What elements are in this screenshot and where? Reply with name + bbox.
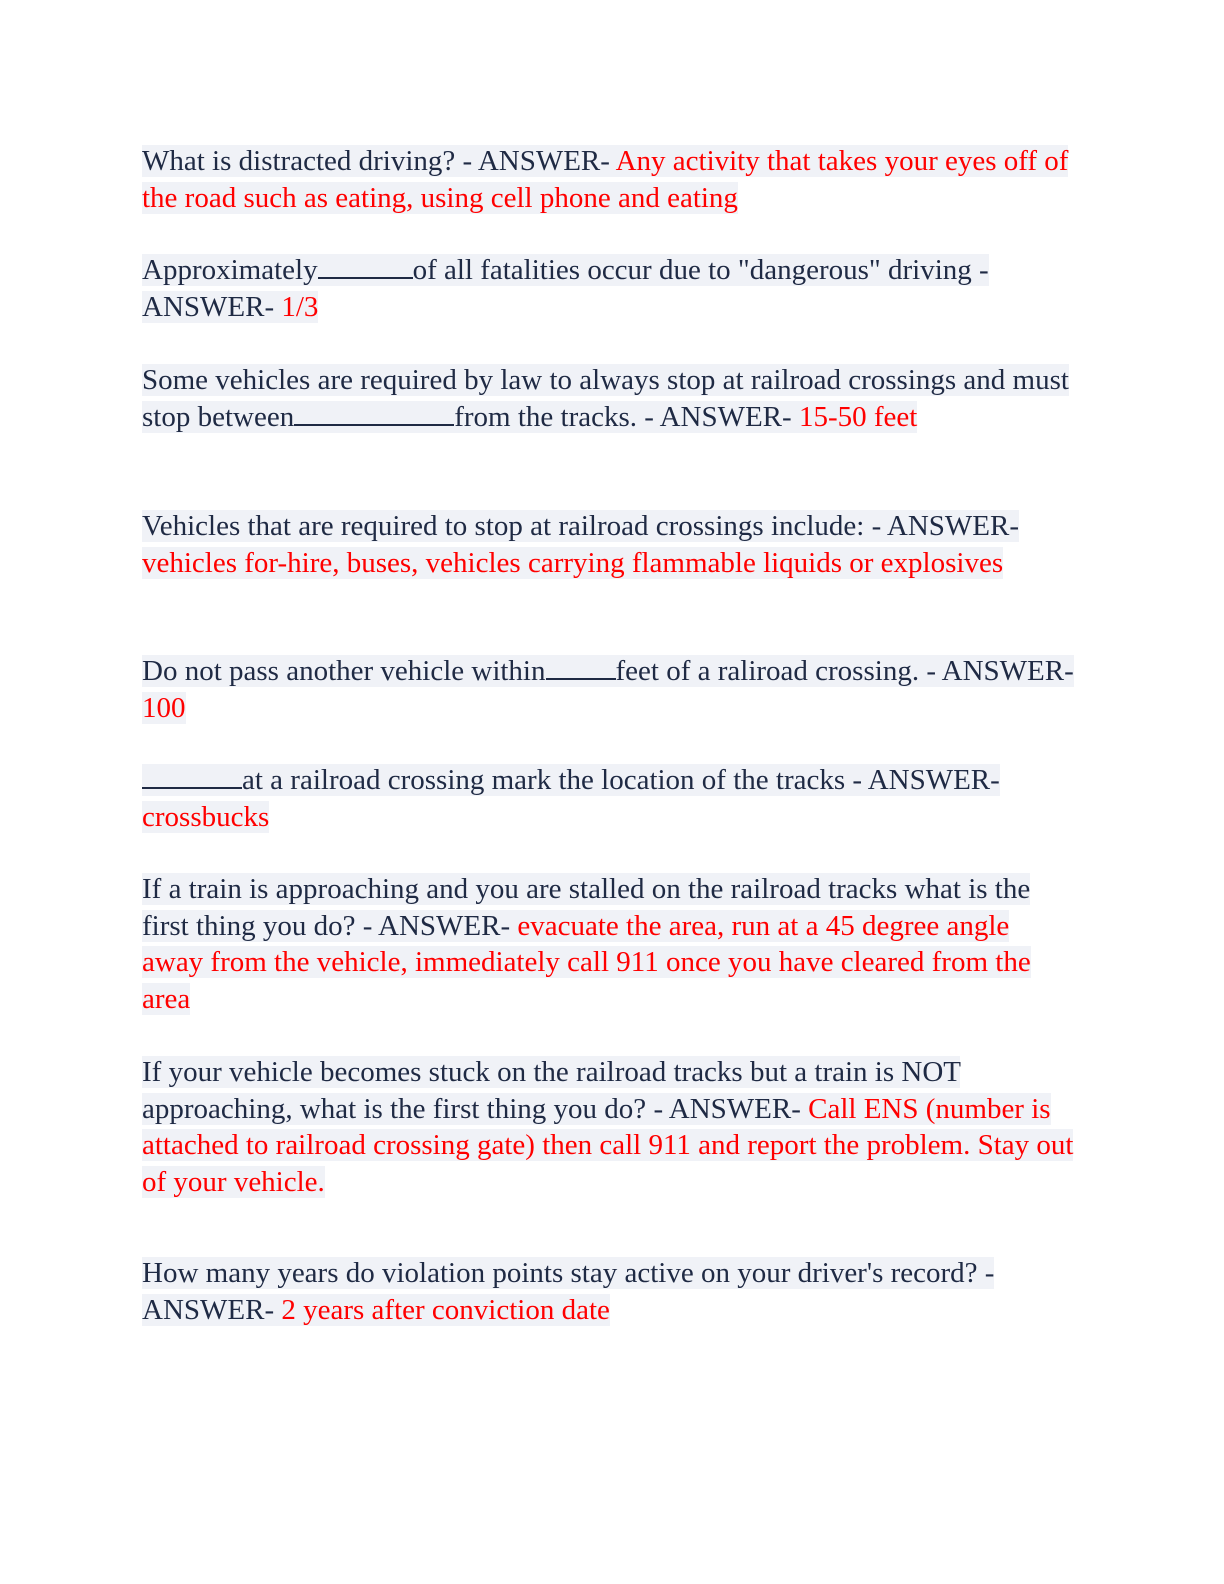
fill-in-blank xyxy=(142,765,242,789)
question-text: If your vehicle becomes stuck on the railroad tracks but a train is NOT approaching, what is the first thing you do? xyxy=(142,1056,961,1125)
question-text-after: of all fatalities occur due to "dangerous" driving xyxy=(412,254,972,286)
question-text: How many years do violation points stay active on your driver's record? xyxy=(142,1257,978,1289)
question-text-after: at a railroad crossing mark the location of the tracks xyxy=(242,764,846,796)
answer-separator: - ANSWER- xyxy=(455,145,616,177)
qa-item-no-passing xyxy=(142,653,1077,726)
fill-in-blank xyxy=(546,656,616,680)
qa-item-violation-points xyxy=(142,1255,1077,1328)
qa-item-train-approaching xyxy=(142,871,1077,1017)
answer-text: Any activity that takes your eyes off of the road such as eating, using cell phone and eating xyxy=(142,145,1069,214)
fill-in-blank xyxy=(318,255,413,279)
answer-separator: - ANSWER- xyxy=(142,1257,995,1326)
answer-text: 100 xyxy=(142,691,186,724)
question-text-before: Approximately xyxy=(142,254,318,286)
question-text-after: from the tracks. xyxy=(454,400,638,433)
qa-item-distracted-driving xyxy=(142,143,1077,216)
answer-separator: - ANSWER- xyxy=(646,1092,809,1125)
question-text-before: Do not pass another vehicle within xyxy=(142,655,546,687)
fill-in-blank xyxy=(294,402,454,426)
question-text: If a train is approaching and you are stalled on the railroad tracks what is the first thing you do? xyxy=(142,873,1031,942)
question-text-before: Some vehicles are required by law to always stop at railroad crossings and must stop between xyxy=(142,364,1069,433)
answer-text: 2 years after conviction date xyxy=(281,1293,610,1326)
qa-item-fatalities xyxy=(142,252,1077,325)
answer-text: crossbucks xyxy=(142,800,270,833)
qa-item-stop-distance xyxy=(142,362,1077,435)
answer-text: Call ENS (number is attached to railroad crossing gate) then call 911 and report the problem. Stay out of your vehicle. xyxy=(142,1092,1074,1198)
question-text: What is distracted driving? xyxy=(142,145,456,177)
answer-separator: - ANSWER- xyxy=(845,764,1000,796)
answer-text: vehicles for-hire, buses, vehicles carrying flammable liquids or explosives xyxy=(142,546,1004,579)
qa-item-stuck-no-train xyxy=(142,1054,1077,1200)
answer-separator: - ANSWER- xyxy=(637,400,799,433)
question-text-after: feet of a raliroad crossing. xyxy=(615,655,920,687)
answer-separator: - ANSWER- xyxy=(864,510,1020,542)
answer-separator: - ANSWER- xyxy=(919,655,1074,687)
qa-item-crossbucks xyxy=(142,762,1077,835)
answer-text: 1/3 xyxy=(281,290,319,323)
answer-separator: - ANSWER- xyxy=(355,909,518,942)
question-text: Vehicles that are required to stop at railroad crossings include: xyxy=(142,510,865,542)
qa-item-required-vehicles xyxy=(142,508,1077,581)
answer-separator: - ANSWER- xyxy=(142,254,989,323)
answer-text: 15-50 feet xyxy=(798,400,918,433)
answer-text: evacuate the area, run at a 45 degree angle away from the vehicle, immediately call 911 once you have cleared from the area xyxy=(142,909,1031,1015)
